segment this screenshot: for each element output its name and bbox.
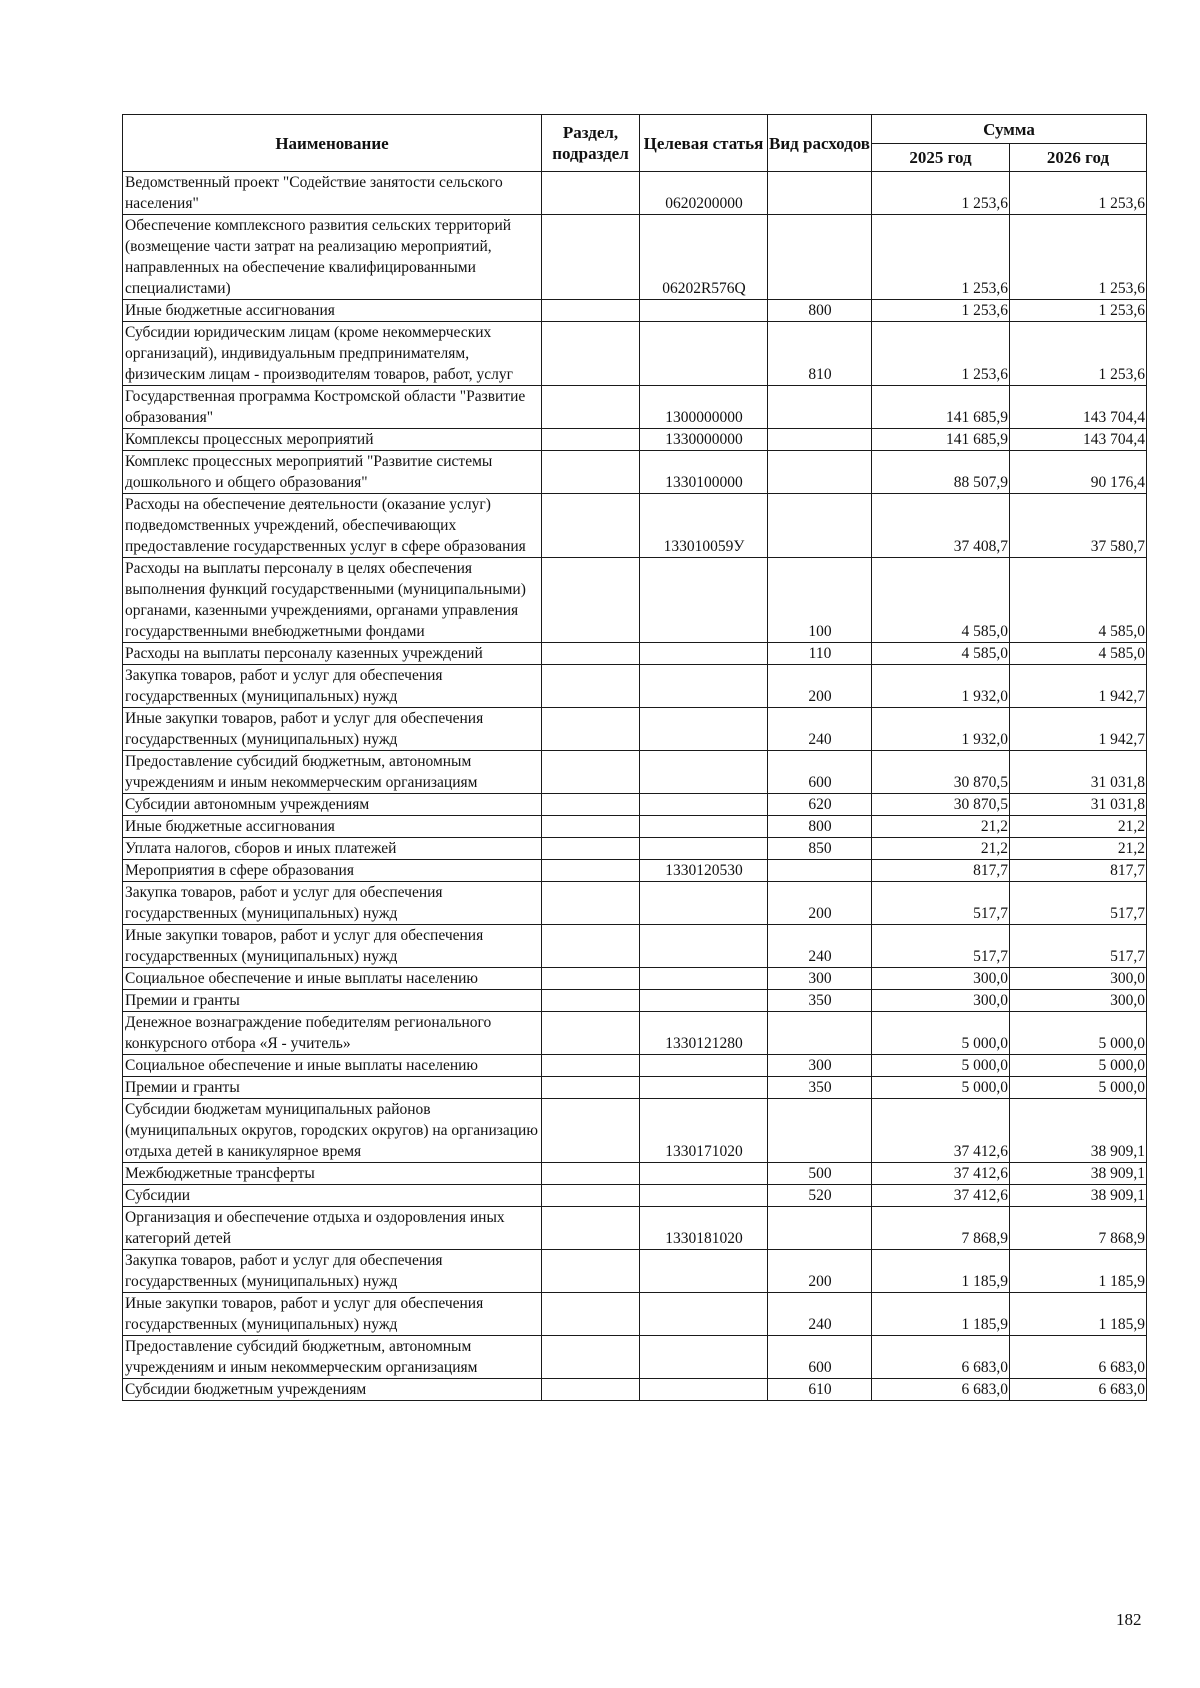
row-target-cell xyxy=(640,1293,768,1336)
table-row xyxy=(123,1099,1147,1163)
row-section-cell xyxy=(542,429,640,451)
row-name-cell: Межбюджетные трансферты xyxy=(123,1163,542,1185)
row-name-cell: Субсидии бюджетам муниципальных районов (муниципальных округов, городских округов) на организацию отдыха детей в каникулярное время xyxy=(123,1099,542,1163)
row-section-cell xyxy=(542,1336,640,1379)
row-expense-type-cell: 520 xyxy=(768,1185,872,1207)
row-name-cell: Иные бюджетные ассигнования xyxy=(123,300,542,322)
row-name-cell: Уплата налогов, сборов и иных платежей xyxy=(123,838,542,860)
row-sum-2026-cell: 6 683,0 xyxy=(1010,1336,1147,1379)
row-name-cell: Предоставление субсидий бюджетным, автономным учреждениям и иным некоммерческим организациям xyxy=(123,1336,542,1379)
budget-table xyxy=(122,114,1147,1401)
row-target-cell: 1330100000 xyxy=(640,451,768,494)
row-name-cell: Денежное вознаграждение победителям регионального конкурсного отбора «Я - учитель» xyxy=(123,1012,542,1055)
table-row xyxy=(123,860,1147,882)
row-expense-type-cell: 200 xyxy=(768,882,872,925)
row-expense-type-cell: 240 xyxy=(768,925,872,968)
row-section-cell xyxy=(542,708,640,751)
page-number: 182 xyxy=(1116,1610,1142,1629)
row-name-cell: Комплекс процессных мероприятий "Развитие системы дошкольного и общего образования" xyxy=(123,451,542,494)
row-target-cell: 0620200000 xyxy=(640,172,768,215)
row-target-cell xyxy=(640,838,768,860)
row-sum-2026-cell: 1 942,7 xyxy=(1010,708,1147,751)
row-sum-2025-cell: 1 253,6 xyxy=(872,322,1010,386)
row-sum-2025-cell: 30 870,5 xyxy=(872,794,1010,816)
table-row xyxy=(123,451,1147,494)
row-target-cell xyxy=(640,1379,768,1401)
row-name-cell: Субсидии юридическим лицам (кроме некоммерческих организаций), индивидуальным предпринимателям, физическим лицам - производителям товаров, работ, услуг xyxy=(123,322,542,386)
row-section-cell xyxy=(542,322,640,386)
row-name-cell: Обеспечение комплексного развития сельских территорий (возмещение части затрат на реализацию мероприятий, направленных на обеспечение квалифицированными специалистами) xyxy=(123,215,542,300)
row-name-cell: Государственная программа Костромской области "Развитие образования" xyxy=(123,386,542,429)
row-sum-2026-cell: 5 000,0 xyxy=(1010,1077,1147,1099)
row-expense-type-cell xyxy=(768,1099,872,1163)
table-row xyxy=(123,1293,1147,1336)
row-sum-2025-cell: 1 185,9 xyxy=(872,1250,1010,1293)
table-row xyxy=(123,558,1147,643)
row-name-cell: Закупка товаров, работ и услуг для обеспечения государственных (муниципальных) нужд xyxy=(123,1250,542,1293)
table-row xyxy=(123,1250,1147,1293)
row-sum-2026-cell: 1 942,7 xyxy=(1010,665,1147,708)
row-expense-type-cell xyxy=(768,860,872,882)
row-name-cell: Предоставление субсидий бюджетным, автономным учреждениям и иным некоммерческим организациям xyxy=(123,751,542,794)
row-target-cell xyxy=(640,794,768,816)
row-target-cell xyxy=(640,1163,768,1185)
row-sum-2025-cell: 6 683,0 xyxy=(872,1336,1010,1379)
table-row xyxy=(123,882,1147,925)
row-name-cell: Субсидии бюджетным учреждениям xyxy=(123,1379,542,1401)
row-target-cell: 1330181020 xyxy=(640,1207,768,1250)
row-sum-2026-cell: 143 704,4 xyxy=(1010,429,1147,451)
row-sum-2025-cell: 1 932,0 xyxy=(872,708,1010,751)
row-sum-2025-cell: 7 868,9 xyxy=(872,1207,1010,1250)
row-target-cell xyxy=(640,708,768,751)
row-sum-2025-cell: 5 000,0 xyxy=(872,1012,1010,1055)
row-target-cell xyxy=(640,816,768,838)
table-row xyxy=(123,300,1147,322)
row-section-cell xyxy=(542,1077,640,1099)
row-sum-2026-cell: 300,0 xyxy=(1010,968,1147,990)
row-section-cell xyxy=(542,925,640,968)
row-name-cell: Закупка товаров, работ и услуг для обеспечения государственных (муниципальных) нужд xyxy=(123,665,542,708)
row-name-cell: Расходы на обеспечение деятельности (оказание услуг) подведомственных учреждений, обеспечивающих предоставление государственных услуг в сфере образования xyxy=(123,494,542,558)
row-target-cell xyxy=(640,968,768,990)
row-sum-2025-cell: 4 585,0 xyxy=(872,558,1010,643)
row-sum-2026-cell: 38 909,1 xyxy=(1010,1185,1147,1207)
row-section-cell xyxy=(542,860,640,882)
row-expense-type-cell xyxy=(768,1207,872,1250)
row-sum-2026-cell: 37 580,7 xyxy=(1010,494,1147,558)
table-row xyxy=(123,838,1147,860)
row-sum-2026-cell: 300,0 xyxy=(1010,990,1147,1012)
row-sum-2026-cell: 90 176,4 xyxy=(1010,451,1147,494)
row-expense-type-cell: 200 xyxy=(768,665,872,708)
row-sum-2026-cell: 21,2 xyxy=(1010,816,1147,838)
row-sum-2025-cell: 300,0 xyxy=(872,968,1010,990)
row-sum-2025-cell: 300,0 xyxy=(872,990,1010,1012)
row-name-cell: Расходы на выплаты персоналу казенных учреждений xyxy=(123,643,542,665)
header-expense-type: Вид расходов xyxy=(768,115,872,172)
row-sum-2026-cell: 1 253,6 xyxy=(1010,172,1147,215)
row-target-cell: 1330121280 xyxy=(640,1012,768,1055)
row-sum-2025-cell: 817,7 xyxy=(872,860,1010,882)
row-sum-2025-cell: 5 000,0 xyxy=(872,1055,1010,1077)
row-sum-2026-cell: 4 585,0 xyxy=(1010,643,1147,665)
row-section-cell xyxy=(542,643,640,665)
table-row xyxy=(123,816,1147,838)
row-expense-type-cell xyxy=(768,386,872,429)
row-sum-2025-cell: 37 412,6 xyxy=(872,1185,1010,1207)
row-expense-type-cell: 240 xyxy=(768,708,872,751)
row-sum-2026-cell: 38 909,1 xyxy=(1010,1099,1147,1163)
row-target-cell: 133010059У xyxy=(640,494,768,558)
table-row xyxy=(123,494,1147,558)
row-sum-2025-cell: 6 683,0 xyxy=(872,1379,1010,1401)
row-section-cell xyxy=(542,451,640,494)
row-sum-2026-cell: 1 253,6 xyxy=(1010,300,1147,322)
row-sum-2025-cell: 37 408,7 xyxy=(872,494,1010,558)
row-expense-type-cell: 600 xyxy=(768,751,872,794)
table-row xyxy=(123,1207,1147,1250)
table-row xyxy=(123,643,1147,665)
table-row xyxy=(123,751,1147,794)
row-sum-2025-cell: 141 685,9 xyxy=(872,429,1010,451)
row-expense-type-cell xyxy=(768,451,872,494)
row-sum-2026-cell: 38 909,1 xyxy=(1010,1163,1147,1185)
row-sum-2026-cell: 817,7 xyxy=(1010,860,1147,882)
row-expense-type-cell: 200 xyxy=(768,1250,872,1293)
row-section-cell xyxy=(542,386,640,429)
table-row xyxy=(123,1012,1147,1055)
row-target-cell xyxy=(640,643,768,665)
row-sum-2025-cell: 21,2 xyxy=(872,816,1010,838)
row-section-cell xyxy=(542,1099,640,1163)
table-row xyxy=(123,172,1147,215)
row-target-cell: 1330171020 xyxy=(640,1099,768,1163)
row-expense-type-cell xyxy=(768,1012,872,1055)
row-sum-2025-cell: 1 185,9 xyxy=(872,1293,1010,1336)
row-target-cell xyxy=(640,558,768,643)
table-header xyxy=(123,115,1147,172)
table-row xyxy=(123,1055,1147,1077)
row-sum-2026-cell: 5 000,0 xyxy=(1010,1055,1147,1077)
row-section-cell xyxy=(542,816,640,838)
row-target-cell: 06202R576Q xyxy=(640,215,768,300)
row-expense-type-cell: 620 xyxy=(768,794,872,816)
row-expense-type-cell: 110 xyxy=(768,643,872,665)
row-section-cell xyxy=(542,1055,640,1077)
row-sum-2025-cell: 4 585,0 xyxy=(872,643,1010,665)
table-row xyxy=(123,968,1147,990)
table-body xyxy=(123,172,1147,1401)
row-sum-2026-cell: 1 185,9 xyxy=(1010,1250,1147,1293)
row-expense-type-cell: 610 xyxy=(768,1379,872,1401)
row-target-cell xyxy=(640,300,768,322)
header-year-2025: 2025 год xyxy=(872,144,1010,172)
row-sum-2026-cell: 5 000,0 xyxy=(1010,1012,1147,1055)
row-name-cell: Социальное обеспечение и иные выплаты населению xyxy=(123,1055,542,1077)
table-row xyxy=(123,665,1147,708)
row-expense-type-cell xyxy=(768,429,872,451)
row-expense-type-cell: 300 xyxy=(768,1055,872,1077)
row-section-cell xyxy=(542,1250,640,1293)
row-sum-2026-cell: 21,2 xyxy=(1010,838,1147,860)
row-section-cell xyxy=(542,172,640,215)
table-row xyxy=(123,1163,1147,1185)
row-sum-2025-cell: 37 412,6 xyxy=(872,1099,1010,1163)
row-sum-2026-cell: 143 704,4 xyxy=(1010,386,1147,429)
table-row xyxy=(123,322,1147,386)
row-name-cell: Премии и гранты xyxy=(123,990,542,1012)
row-name-cell: Премии и гранты xyxy=(123,1077,542,1099)
row-sum-2025-cell: 517,7 xyxy=(872,882,1010,925)
row-name-cell: Организация и обеспечение отдыха и оздоровления иных категорий детей xyxy=(123,1207,542,1250)
header-section: Раздел, подраздел xyxy=(542,115,640,172)
row-expense-type-cell: 600 xyxy=(768,1336,872,1379)
row-section-cell xyxy=(542,1012,640,1055)
row-section-cell xyxy=(542,1163,640,1185)
row-name-cell: Субсидии автономным учреждениям xyxy=(123,794,542,816)
row-section-cell xyxy=(542,665,640,708)
row-section-cell xyxy=(542,1185,640,1207)
row-target-cell xyxy=(640,1185,768,1207)
row-sum-2025-cell: 5 000,0 xyxy=(872,1077,1010,1099)
row-sum-2025-cell: 1 253,6 xyxy=(872,215,1010,300)
row-sum-2026-cell: 517,7 xyxy=(1010,882,1147,925)
row-sum-2025-cell: 30 870,5 xyxy=(872,751,1010,794)
row-section-cell xyxy=(542,1293,640,1336)
row-expense-type-cell: 850 xyxy=(768,838,872,860)
row-sum-2026-cell: 1 253,6 xyxy=(1010,322,1147,386)
row-expense-type-cell xyxy=(768,494,872,558)
row-target-cell xyxy=(640,751,768,794)
row-target-cell xyxy=(640,1077,768,1099)
header-sum: Сумма xyxy=(872,115,1147,144)
row-name-cell: Субсидии xyxy=(123,1185,542,1207)
row-target-cell xyxy=(640,1336,768,1379)
row-section-cell xyxy=(542,794,640,816)
table-row xyxy=(123,1185,1147,1207)
row-name-cell: Мероприятия в сфере образования xyxy=(123,860,542,882)
row-sum-2025-cell: 517,7 xyxy=(872,925,1010,968)
row-section-cell xyxy=(542,751,640,794)
row-section-cell xyxy=(542,558,640,643)
row-section-cell xyxy=(542,300,640,322)
row-name-cell: Комплексы процессных мероприятий xyxy=(123,429,542,451)
table-row xyxy=(123,1077,1147,1099)
row-section-cell xyxy=(542,494,640,558)
row-sum-2026-cell: 1 185,9 xyxy=(1010,1293,1147,1336)
row-target-cell xyxy=(640,1250,768,1293)
row-target-cell: 1330120530 xyxy=(640,860,768,882)
row-section-cell xyxy=(542,838,640,860)
row-sum-2025-cell: 37 412,6 xyxy=(872,1163,1010,1185)
row-name-cell: Закупка товаров, работ и услуг для обеспечения государственных (муниципальных) нужд xyxy=(123,882,542,925)
row-expense-type-cell: 300 xyxy=(768,968,872,990)
table-row xyxy=(123,794,1147,816)
row-expense-type-cell xyxy=(768,172,872,215)
row-expense-type-cell xyxy=(768,215,872,300)
row-sum-2026-cell: 4 585,0 xyxy=(1010,558,1147,643)
header-year-2026: 2026 год xyxy=(1010,144,1147,172)
row-target-cell xyxy=(640,882,768,925)
row-target-cell xyxy=(640,665,768,708)
row-sum-2026-cell: 1 253,6 xyxy=(1010,215,1147,300)
header-name: Наименование xyxy=(123,115,542,172)
row-name-cell: Расходы на выплаты персоналу в целях обеспечения выполнения функций государственными (муниципальными) органами, казенными учреждениями, органами управления государственными внебюджетными фондами xyxy=(123,558,542,643)
row-target-cell xyxy=(640,322,768,386)
row-target-cell xyxy=(640,990,768,1012)
row-name-cell: Ведомственный проект "Содействие занятости сельского населения" xyxy=(123,172,542,215)
table-row xyxy=(123,1336,1147,1379)
row-section-cell xyxy=(542,968,640,990)
row-sum-2025-cell: 21,2 xyxy=(872,838,1010,860)
row-expense-type-cell: 500 xyxy=(768,1163,872,1185)
row-sum-2026-cell: 517,7 xyxy=(1010,925,1147,968)
row-sum-2025-cell: 88 507,9 xyxy=(872,451,1010,494)
row-name-cell: Иные закупки товаров, работ и услуг для обеспечения государственных (муниципальных) нужд xyxy=(123,708,542,751)
row-section-cell xyxy=(542,215,640,300)
row-target-cell: 1300000000 xyxy=(640,386,768,429)
table-row xyxy=(123,1379,1147,1401)
row-expense-type-cell: 350 xyxy=(768,990,872,1012)
row-name-cell: Социальное обеспечение и иные выплаты населению xyxy=(123,968,542,990)
table-row xyxy=(123,708,1147,751)
row-expense-type-cell: 240 xyxy=(768,1293,872,1336)
row-sum-2025-cell: 141 685,9 xyxy=(872,386,1010,429)
row-sum-2025-cell: 1 253,6 xyxy=(872,300,1010,322)
row-name-cell: Иные закупки товаров, работ и услуг для обеспечения государственных (муниципальных) нужд xyxy=(123,925,542,968)
row-section-cell xyxy=(542,1207,640,1250)
row-name-cell: Иные закупки товаров, работ и услуг для обеспечения государственных (муниципальных) нужд xyxy=(123,1293,542,1336)
table-row xyxy=(123,215,1147,300)
row-expense-type-cell: 800 xyxy=(768,300,872,322)
row-expense-type-cell: 100 xyxy=(768,558,872,643)
row-sum-2026-cell: 31 031,8 xyxy=(1010,794,1147,816)
row-name-cell: Иные бюджетные ассигнования xyxy=(123,816,542,838)
row-target-cell: 1330000000 xyxy=(640,429,768,451)
table-row xyxy=(123,429,1147,451)
table-row xyxy=(123,990,1147,1012)
table-row xyxy=(123,925,1147,968)
row-sum-2026-cell: 31 031,8 xyxy=(1010,751,1147,794)
row-sum-2026-cell: 6 683,0 xyxy=(1010,1379,1147,1401)
row-section-cell xyxy=(542,882,640,925)
row-sum-2025-cell: 1 253,6 xyxy=(872,172,1010,215)
row-target-cell xyxy=(640,925,768,968)
row-expense-type-cell: 800 xyxy=(768,816,872,838)
row-target-cell xyxy=(640,1055,768,1077)
row-section-cell xyxy=(542,990,640,1012)
header-target: Целевая статья xyxy=(640,115,768,172)
row-expense-type-cell: 810 xyxy=(768,322,872,386)
row-sum-2025-cell: 1 932,0 xyxy=(872,665,1010,708)
row-sum-2026-cell: 7 868,9 xyxy=(1010,1207,1147,1250)
row-expense-type-cell: 350 xyxy=(768,1077,872,1099)
table-row xyxy=(123,386,1147,429)
row-section-cell xyxy=(542,1379,640,1401)
